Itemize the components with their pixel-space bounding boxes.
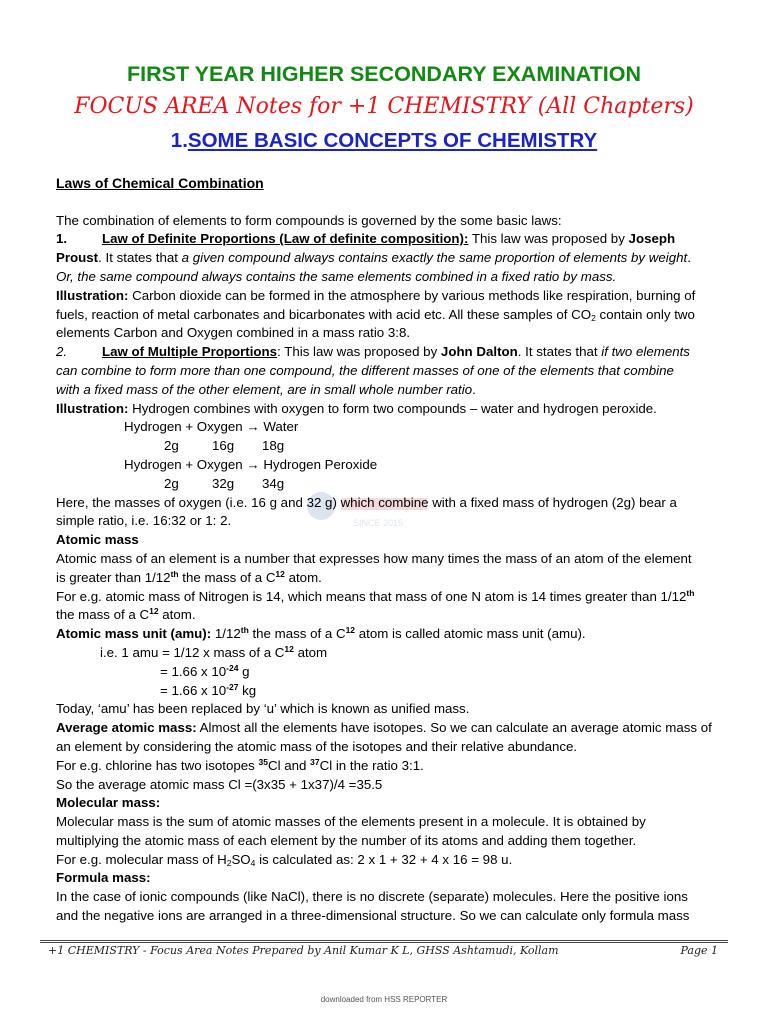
- law2-title: Law of Multiple Proportions: [102, 344, 278, 360]
- equation-peroxide: Hydrogen + Oxygen → Hydrogen Peroxide: [124, 456, 378, 472]
- law1-line2: Proust. It states that a given compound always contains exactly the same proportion of elements by weight.: [56, 250, 691, 266]
- amu-value-kg: = 1.66 x $10^{-27}$ kg: [160, 681, 257, 698]
- illustration1-line2: fuels, reaction of metal carbonates and bicarbonates with acid etc. All these samples of $CO_2$ contain only two: [56, 306, 695, 323]
- footer-credit: +1 CHEMISTRY - Focus Area Notes Prepared by Anil Kumar K L, GHSS Ashtamudi, Kollam: [48, 944, 559, 957]
- footer-divider-2: [40, 942, 728, 943]
- chapter-name: SOME BASIC CONCEPTS OF CHEMISTRY: [187, 129, 598, 152]
- average-mass-line3: For e.g. chlorine has two isotopes $^{35}$Cl and $^{37}$Cl in the ratio 3:1.: [56, 756, 424, 773]
- molecular-mass-line1: Molecular mass is the sum of atomic masses of the elements present in a molecule. It is obtained by: [56, 814, 646, 830]
- law2-line2: can combine to form more than one compound, the different masses of one of the elements that combine: [56, 362, 674, 378]
- atomic-mass-line4: the mass of a $C^{12}$ atom.: [56, 606, 196, 623]
- chapter-title: [0, 129, 768, 153]
- formula-mass-line2: and the negative ions are arranged in a three-dimensional structure. So we can calculate only formula mass: [56, 908, 690, 924]
- equation-water-masses: 2g 16g 18g: [164, 438, 285, 454]
- section-heading: Laws of Chemical Combination: [56, 175, 264, 191]
- molecular-mass-heading: Molecular mass:: [56, 795, 161, 811]
- document-body: [56, 174, 724, 926]
- atomic-mass-heading: Atomic mass: [56, 532, 139, 548]
- footer-divider: [40, 940, 728, 941]
- molecular-mass-line2: multiplying the atomic mass of each element by the number of its atoms and adding them together.: [56, 832, 637, 848]
- amu-definition: Atomic mass unit (amu): 1/12th the mass of a $C^{12}$ atom is called atomic mass unit (amu).: [56, 625, 586, 642]
- law1-title: Law of Definite Proportions (Law of definite composition):: [102, 231, 469, 247]
- law1-line1: 1. Law of Definite Proportions (Law of definite composition): This law was proposed by Joseph: [56, 231, 676, 247]
- atomic-mass-line3: For e.g. atomic mass of Nitrogen is 14, which means that mass of one N atom is 14 times greater than 1/12th: [56, 587, 695, 604]
- law2-line1: 2. Law of Multiple Proportions: This law was proposed by John Dalton. It states that if two elements: [56, 344, 690, 360]
- formula-mass-line1: In the case of ionic compounds (like NaCl), there is no discrete (separate) molecules. Here the positive ions: [56, 889, 688, 905]
- page-footer: [48, 944, 718, 962]
- law1-line3: Or, the same compound always contains the same elements combined in a fixed ratio by mass.: [56, 268, 617, 284]
- chapter-number: 1.: [170, 129, 188, 152]
- atomic-mass-line1: Atomic mass of an element is a number that expresses how many times the mass of an atom of the element: [56, 550, 692, 566]
- equation-peroxide-masses: 2g 32g 34g: [164, 475, 285, 491]
- average-mass-line4: So the average atomic mass Cl =(3x35 + 1x37)/4 =35.5: [56, 776, 383, 792]
- equation-water: Hydrogen + Oxygen → Water: [124, 419, 299, 435]
- law2-line3: with a fixed mass of the other element, are in small whole number ratio.: [56, 381, 476, 397]
- illustration1-line1: Illustration: Carbon dioxide can be formed in the atmosphere by various methods like respiration, burning of: [56, 287, 696, 303]
- illustration2-conclusion-2: simple ratio, i.e. 16:32 or 1: 2.: [56, 513, 232, 529]
- average-mass-line1: Average atomic mass: Almost all the elements have isotopes. So we can calculate an average atomic mass of: [56, 720, 712, 736]
- page-number: Page 1: [680, 944, 718, 957]
- illustration2-line1: Illustration: Hydrogen combines with oxygen to form two compounds – water and hydrogen peroxide.: [56, 400, 657, 416]
- formula-mass-heading: Formula mass:: [56, 870, 151, 886]
- amu-today: Today, ‘amu’ has been replaced by ‘u’ which is known as unified mass.: [56, 701, 470, 717]
- illustration2-conclusion-1: Here, the masses of oxygen (i.e. 16 g and 32 g) which combine with a fixed mass of hydrogen (2g) bear a: [56, 494, 677, 510]
- notes-title: FOCUS AREA Notes for +1 CHEMISTRY (All Chapters): [74, 94, 694, 119]
- atomic-mass-line2: is greater than 1/12th the mass of a $C^{12}$ atom.: [56, 568, 322, 585]
- illustration1-line3: elements Carbon and Oxygen combined in a mass ratio 3:8.: [56, 325, 411, 341]
- molecular-mass-line3: For e.g. molecular mass of $H_2SO_4$ is calculated as: 2 x 1 + 32 + 4 x 16 = 98 u.: [56, 851, 513, 868]
- average-mass-line2: an element by considering the atomic mass of the isotopes and their relative abundance.: [56, 738, 578, 754]
- download-note: downloaded from HSS REPORTER: [320, 995, 448, 1004]
- amu-equation: i.e. 1 amu = 1/12 x mass of a $C^{12}$ atom: [100, 643, 328, 660]
- amu-value-grams: = 1.66 x $10^{-24}$ g: [160, 662, 250, 679]
- exam-title: FIRST YEAR HIGHER SECONDARY EXAMINATION: [126, 62, 642, 86]
- intro-text: The combination of elements to form compounds is governed by the some basic laws:: [56, 212, 562, 228]
- watermark-text: SINCE 2015: [353, 518, 404, 528]
